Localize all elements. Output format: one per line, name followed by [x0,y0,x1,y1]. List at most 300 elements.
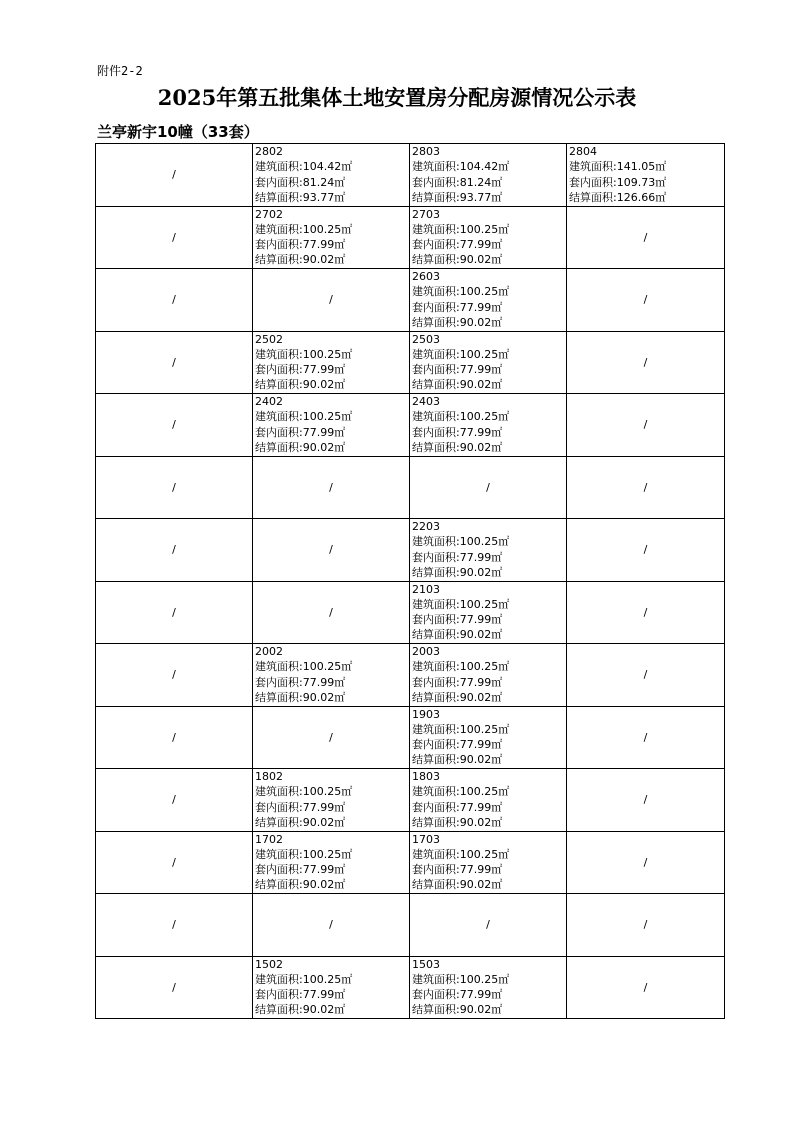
build-area-label: 建筑面积: [412,285,460,299]
inner-area-value: 77.99㎡ [459,363,503,377]
empty-cell: / [410,456,567,519]
settle-area-value: 90.02㎡ [459,565,503,579]
unit-cell [410,831,567,894]
settle-area-value: 90.02㎡ [302,253,346,267]
room-number [412,707,566,722]
settle-area-label: 结算面积: [412,565,460,579]
settle-area-label: 结算面积: [412,440,460,454]
inner-area-label: 套内面积: [255,363,303,377]
table-row [96,269,725,332]
room-number-value: 1803 [412,770,440,783]
settle-area-value: 90.02㎡ [459,378,503,392]
table-row [96,581,725,644]
settle-area-value: 90.02㎡ [459,440,503,454]
room-number-value: 1703 [412,832,440,846]
empty-cell: / [567,769,725,832]
build-area-value: 100.25㎡ [302,410,353,424]
settle-area-label: 结算面积: [412,315,460,329]
settle-area-line [255,690,409,705]
inner-area-line [255,675,409,690]
build-area-line [412,222,566,237]
build-area-value: 100.25㎡ [459,222,510,236]
build-area-label: 建筑面积: [255,972,303,986]
build-area-label: 建筑面积: [412,722,460,736]
build-area-line [255,784,409,799]
build-area-label: 建筑面积: [255,785,303,799]
settle-area-label: 结算面积: [255,815,303,829]
settle-area-line [255,877,409,892]
settle-area-value: 90.02㎡ [302,815,346,829]
settle-area-value: 90.02㎡ [459,253,503,267]
settle-area-label: 结算面积: [255,690,303,704]
inner-area-value: 77.99㎡ [302,425,346,439]
empty-cell: / [96,206,253,269]
room-number [412,269,566,284]
room-number [255,957,409,972]
inner-area-line [255,987,409,1002]
room-number [412,957,566,972]
inner-area-line [412,862,566,877]
build-area-value: 100.25㎡ [459,972,510,986]
unit-cell [253,331,410,394]
room-number-value: 2804 [569,145,597,158]
room-number [412,207,566,222]
empty-cell: / [96,331,253,394]
build-area-value: 100.25㎡ [302,660,353,674]
settle-area-label: 结算面积: [412,190,460,204]
build-area-label: 建筑面积: [412,410,460,424]
inner-area-label: 套内面积: [412,238,460,252]
empty-cell: / [96,581,253,644]
inner-area-value: 77.99㎡ [459,613,503,627]
settle-area-line [412,252,566,267]
build-area-line [412,347,566,362]
unit-cell [253,144,410,207]
room-number [412,582,566,597]
inner-area-value: 81.24㎡ [459,175,503,189]
unit-cell [253,394,410,457]
attachment-label: 附件2-2 [97,64,143,78]
room-number-value: 2002 [255,645,283,658]
room-number-value: 2803 [412,145,440,158]
settle-area-label: 结算面积: [412,1003,460,1017]
inner-area-label: 套内面积: [412,550,460,564]
room-number [255,832,409,847]
inner-area-label: 套内面积: [412,300,460,314]
build-area-line [412,722,566,737]
empty-cell: / [253,894,410,957]
settle-area-label: 结算面积: [255,253,303,267]
inner-area-label: 套内面积: [412,425,460,439]
unit-cell [410,144,567,207]
empty-cell: / [253,269,410,332]
empty-cell: / [96,456,253,519]
empty-cell: / [410,894,567,957]
empty-cell: / [567,206,725,269]
settle-area-value: 90.02㎡ [459,753,503,767]
unit-cell [253,644,410,707]
settle-area-value: 90.02㎡ [302,878,346,892]
build-area-value: 100.25㎡ [459,847,510,861]
build-area-line [255,972,409,987]
table-row [96,706,725,769]
room-number-value: 1702 [255,832,283,846]
settle-area-line [255,815,409,830]
settle-area-line [412,752,566,767]
room-number-value: 2502 [255,332,283,346]
build-area-label: 建筑面积: [255,160,303,174]
inner-area-value: 77.99㎡ [459,300,503,314]
empty-cell: / [567,706,725,769]
settle-area-line [412,440,566,455]
build-area-line [255,222,409,237]
room-number-value: 2403 [412,395,440,408]
inner-area-line [412,987,566,1002]
table-row [96,956,725,1019]
unit-cell [410,206,567,269]
settle-area-label: 结算面积: [255,440,303,454]
unit-cell [253,206,410,269]
settle-area-line [412,315,566,330]
table-row [96,644,725,707]
build-area-value: 100.25㎡ [459,785,510,799]
unit-cell [410,581,567,644]
build-area-value: 100.25㎡ [302,972,353,986]
build-area-label: 建筑面积: [412,972,460,986]
settle-area-value: 90.02㎡ [459,1003,503,1017]
room-number [255,144,409,159]
build-area-value: 100.25㎡ [459,722,510,736]
build-area-label: 建筑面积: [412,160,460,174]
table-row [96,206,725,269]
inner-area-line [412,675,566,690]
inner-area-value: 109.73㎡ [616,175,667,189]
unit-cell [410,331,567,394]
settle-area-value: 126.66㎡ [616,190,667,204]
build-area-line [412,659,566,674]
housing-table [95,143,725,1019]
settle-area-label: 结算面积: [412,690,460,704]
settle-area-value: 90.02㎡ [459,628,503,642]
build-area-line [255,159,409,174]
settle-area-label: 结算面积: [255,1003,303,1017]
inner-area-value: 77.99㎡ [459,425,503,439]
room-number-value: 1502 [255,957,283,971]
inner-area-line [255,425,409,440]
inner-area-label: 套内面积: [412,800,460,814]
settle-area-line [412,190,566,205]
unit-cell [410,706,567,769]
empty-cell: / [567,269,725,332]
room-number-value: 2603 [412,270,440,283]
build-area-value: 100.25㎡ [302,347,353,361]
build-area-value: 100.25㎡ [302,222,353,236]
settle-area-line [412,627,566,642]
inner-area-line [412,550,566,565]
settle-area-line [412,565,566,580]
inner-area-line [255,362,409,377]
room-number-value: 2702 [255,207,283,221]
unit-cell [253,769,410,832]
build-area-line [412,847,566,862]
inner-area-label: 套内面积: [412,175,460,189]
unit-cell [567,144,725,207]
build-area-label: 建筑面积: [412,847,460,861]
build-area-value: 104.42㎡ [459,160,510,174]
table-row [96,331,725,394]
unit-cell [410,644,567,707]
inner-area-value: 77.99㎡ [302,863,346,877]
room-number-value: 1503 [412,957,440,971]
empty-cell: / [567,581,725,644]
building-subtitle: 兰亭新宇10幢（33套） [97,123,259,141]
unit-cell [410,769,567,832]
build-area-value: 100.25㎡ [302,847,353,861]
settle-area-label: 结算面积: [412,628,460,642]
settle-area-value: 90.02㎡ [302,440,346,454]
room-number-value: 1903 [412,707,440,721]
build-area-value: 100.25㎡ [459,660,510,674]
build-area-label: 建筑面积: [412,535,460,549]
build-area-label: 建筑面积: [255,660,303,674]
build-area-value: 100.25㎡ [459,535,510,549]
inner-area-label: 套内面积: [255,675,303,689]
settle-area-label: 结算面积: [255,190,303,204]
room-number [255,207,409,222]
build-area-value: 100.25㎡ [459,285,510,299]
inner-area-label: 套内面积: [412,675,460,689]
table-row [96,831,725,894]
settle-area-line [412,877,566,892]
empty-cell: / [96,894,253,957]
settle-area-line [255,190,409,205]
build-area-line [255,659,409,674]
empty-cell: / [567,394,725,457]
unit-cell [410,956,567,1019]
inner-area-value: 77.99㎡ [302,238,346,252]
inner-area-line [255,800,409,815]
build-area-line [412,534,566,549]
inner-area-line [412,362,566,377]
room-number-value: 2402 [255,395,283,408]
settle-area-label: 结算面积: [412,753,460,767]
empty-cell: / [567,956,725,1019]
inner-area-line [255,862,409,877]
inner-area-value: 77.99㎡ [459,988,503,1002]
room-number [255,769,409,784]
settle-area-line [412,377,566,392]
build-area-line [569,159,724,174]
build-area-label: 建筑面积: [255,410,303,424]
room-number-value: 2103 [412,582,440,596]
inner-area-value: 77.99㎡ [302,800,346,814]
inner-area-label: 套内面积: [255,988,303,1002]
build-area-value: 100.25㎡ [459,597,510,611]
table-row [96,394,725,457]
room-number [255,394,409,409]
empty-cell: / [567,831,725,894]
empty-cell: / [567,456,725,519]
build-area-value: 104.42㎡ [302,160,353,174]
build-area-label: 建筑面积: [255,847,303,861]
build-area-line [412,284,566,299]
empty-cell: / [253,581,410,644]
settle-area-value: 90.02㎡ [302,1003,346,1017]
build-area-line [412,597,566,612]
unit-cell [253,831,410,894]
room-number [255,644,409,659]
empty-cell: / [96,644,253,707]
settle-area-line [569,190,724,205]
build-area-line [255,347,409,362]
inner-area-label: 套内面积: [255,238,303,252]
build-area-label: 建筑面积: [412,660,460,674]
inner-area-line [255,237,409,252]
build-area-value: 141.05㎡ [616,160,667,174]
room-number-value: 1802 [255,770,283,783]
room-number [255,332,409,347]
room-number [412,394,566,409]
inner-area-value: 77.99㎡ [302,363,346,377]
inner-area-line [255,175,409,190]
inner-area-label: 套内面积: [255,800,303,814]
settle-area-line [255,252,409,267]
empty-cell: / [253,456,410,519]
inner-area-value: 77.99㎡ [459,550,503,564]
settle-area-value: 90.02㎡ [459,315,503,329]
unit-cell [410,394,567,457]
settle-area-label: 结算面积: [255,378,303,392]
room-number [412,832,566,847]
build-area-label: 建筑面积: [569,160,617,174]
build-area-label: 建筑面积: [255,347,303,361]
empty-cell: / [96,519,253,582]
build-area-value: 100.25㎡ [459,410,510,424]
empty-cell: / [96,269,253,332]
build-area-line [255,847,409,862]
empty-cell: / [567,519,725,582]
settle-area-label: 结算面积: [412,378,460,392]
inner-area-label: 套内面积: [412,613,460,627]
inner-area-value: 81.24㎡ [302,175,346,189]
settle-area-line [255,440,409,455]
inner-area-line [412,300,566,315]
room-number-value: 2802 [255,145,283,158]
room-number-value: 2703 [412,207,440,221]
table-row [96,456,725,519]
room-number [412,519,566,534]
room-number-value: 2003 [412,645,440,658]
empty-cell: / [567,894,725,957]
settle-area-value: 90.02㎡ [459,690,503,704]
settle-area-line [412,1002,566,1017]
settle-area-line [412,690,566,705]
table-row [96,144,725,207]
inner-area-label: 套内面积: [255,863,303,877]
build-area-label: 建筑面积: [412,222,460,236]
settle-area-line [255,1002,409,1017]
settle-area-value: 90.02㎡ [459,878,503,892]
room-number [412,769,566,784]
build-area-value: 100.25㎡ [302,785,353,799]
inner-area-value: 77.99㎡ [459,800,503,814]
build-area-line [412,972,566,987]
settle-area-value: 90.02㎡ [459,815,503,829]
inner-area-line [412,237,566,252]
empty-cell: / [96,956,253,1019]
empty-cell: / [567,644,725,707]
table-row [96,519,725,582]
settle-area-value: 90.02㎡ [302,690,346,704]
room-number-value: 2203 [412,520,440,533]
table-row [96,769,725,832]
build-area-label: 建筑面积: [255,222,303,236]
inner-area-label: 套内面积: [412,738,460,752]
inner-area-line [412,425,566,440]
empty-cell: / [96,394,253,457]
inner-area-value: 77.99㎡ [302,988,346,1002]
inner-area-value: 77.99㎡ [459,738,503,752]
settle-area-label: 结算面积: [412,253,460,267]
inner-area-line [412,800,566,815]
settle-area-label: 结算面积: [412,878,460,892]
room-number [412,332,566,347]
inner-area-line [412,737,566,752]
empty-cell: / [253,706,410,769]
settle-area-label: 结算面积: [255,878,303,892]
inner-area-value: 77.99㎡ [459,238,503,252]
build-area-line [412,784,566,799]
room-number [412,144,566,159]
inner-area-value: 77.99㎡ [459,863,503,877]
inner-area-label: 套内面积: [255,175,303,189]
room-number-value: 2503 [412,332,440,346]
build-area-line [412,409,566,424]
inner-area-line [569,175,724,190]
empty-cell: / [253,519,410,582]
inner-area-label: 套内面积: [412,363,460,377]
settle-area-label: 结算面积: [569,190,617,204]
build-area-value: 100.25㎡ [459,347,510,361]
inner-area-value: 77.99㎡ [459,675,503,689]
room-number [569,144,724,159]
inner-area-line [412,612,566,627]
settle-area-value: 93.77㎡ [302,190,346,204]
empty-cell: / [96,831,253,894]
inner-area-label: 套内面积: [569,175,617,189]
build-area-line [255,409,409,424]
settle-area-label: 结算面积: [412,815,460,829]
empty-cell: / [96,769,253,832]
settle-area-value: 93.77㎡ [459,190,503,204]
table-row [96,894,725,957]
empty-cell: / [96,144,253,207]
inner-area-label: 套内面积: [255,425,303,439]
settle-area-line [255,377,409,392]
housing-table-body [96,144,725,1019]
build-area-label: 建筑面积: [412,347,460,361]
unit-cell [410,519,567,582]
build-area-label: 建筑面积: [412,785,460,799]
inner-area-line [412,175,566,190]
settle-area-line [412,815,566,830]
unit-cell [410,269,567,332]
empty-cell: / [567,331,725,394]
empty-cell: / [96,706,253,769]
unit-cell [253,956,410,1019]
build-area-line [412,159,566,174]
settle-area-value: 90.02㎡ [302,378,346,392]
